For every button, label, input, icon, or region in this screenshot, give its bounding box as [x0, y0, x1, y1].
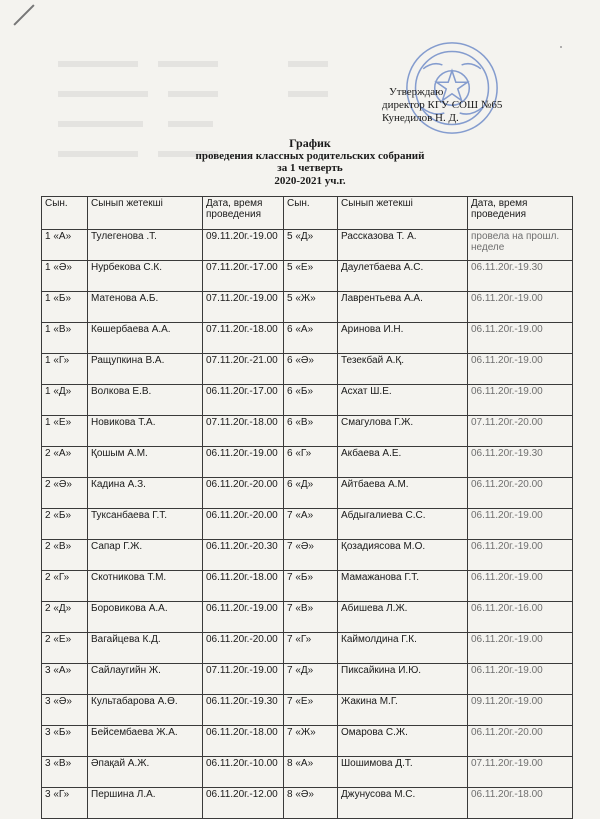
table-row — [42, 292, 573, 323]
class-left: 1 «Е» — [42, 416, 88, 447]
teacher-right: Джунусова М.С. — [338, 788, 468, 819]
teacher-right: Мамажанова Г.Т. — [338, 571, 468, 602]
teacher-right: Шошимова Д.Т. — [338, 757, 468, 788]
teacher-right: Абишева Л.Ж. — [338, 602, 468, 633]
class-right: 7 «Е» — [284, 695, 338, 726]
class-left: 2 «А» — [42, 447, 88, 478]
class-right: 7 «Ж» — [284, 726, 338, 757]
class-right: 6 «Д» — [284, 478, 338, 509]
class-left: 1 «Д» — [42, 385, 88, 416]
approval-line-2: директор КГУ СОШ №65 — [382, 99, 503, 111]
date-right: 06.11.20г.-19.00 — [468, 571, 573, 602]
table-row — [42, 323, 573, 354]
date-left: 06.11.20г.-17.00 — [203, 385, 284, 416]
class-right: 8 «Ә» — [284, 788, 338, 819]
table-row — [42, 416, 573, 447]
title-line-2: проведения классных родительских собраний — [195, 149, 425, 162]
class-right: 8 «А» — [284, 757, 338, 788]
date-left: 07.11.20г.-19.00 — [203, 664, 284, 695]
date-right: 06.11.20г.-19.00 — [468, 664, 573, 695]
teacher-left: Боровикова А.А. — [88, 602, 203, 633]
teacher-right: Қозадиясова М.О. — [338, 540, 468, 571]
date-right: 06.11.20г.-20.00 — [468, 726, 573, 757]
table-row — [42, 571, 573, 602]
table-row — [42, 695, 573, 726]
date-right: 06.11.20г.-19.00 — [468, 323, 573, 354]
class-left: 1 «Б» — [42, 292, 88, 323]
teacher-right: Смагулова Г.Ж. — [338, 416, 468, 447]
title-line-3: за 1 четверть — [277, 162, 343, 174]
header-class-right: Сын. — [284, 197, 338, 230]
teacher-left: Культабарова А.Ө. — [88, 695, 203, 726]
class-right: 6 «Ә» — [284, 354, 338, 385]
date-right: 07.11.20г.-20.00 — [468, 416, 573, 447]
title-line-4: 2020-2021 уч.г. — [274, 174, 346, 187]
approval-line-1: Утверждаю — [389, 86, 444, 98]
title-line-1: График — [289, 136, 331, 150]
class-left: 1 «В» — [42, 323, 88, 354]
teacher-right: Тезекбай А.Қ. — [338, 354, 468, 385]
approval-block — [382, 86, 542, 125]
class-left: 2 «В» — [42, 540, 88, 571]
class-right: 7 «Ә» — [284, 540, 338, 571]
date-left: 06.11.20г.-20.00 — [203, 478, 284, 509]
teacher-left: Кадина А.З. — [88, 478, 203, 509]
teacher-left: Вагайцева К.Д. — [88, 633, 203, 664]
teacher-left: Скотникова Т.М. — [88, 571, 203, 602]
date-left: 06.11.20г.-19.00 — [203, 447, 284, 478]
document-title — [150, 137, 470, 187]
date-left: 06.11.20г.-20.30 — [203, 540, 284, 571]
date-right: 06.11.20г.-19.00 — [468, 633, 573, 664]
teacher-left: Сапар Г.Ж. — [88, 540, 203, 571]
ink-dot — [560, 46, 562, 48]
date-left: 06.11.20г.-19.30 — [203, 695, 284, 726]
teacher-right: Лаврентьева А.А. — [338, 292, 468, 323]
table-row — [42, 633, 573, 664]
teacher-left: Бейсембаева Ж.А. — [88, 726, 203, 757]
teacher-right: Рассказова Т. А. — [338, 230, 468, 261]
date-right: 09.11.20г.-19.00 — [468, 695, 573, 726]
teacher-left: Першина Л.А. — [88, 788, 203, 819]
teacher-right: Омарова С.Ж. — [338, 726, 468, 757]
table-row — [42, 509, 573, 540]
class-left: 1 «Г» — [42, 354, 88, 385]
date-left: 06.11.20г.-18.00 — [203, 571, 284, 602]
date-left: 07.11.20г.-18.00 — [203, 323, 284, 354]
table-row — [42, 757, 573, 788]
class-right: 6 «Г» — [284, 447, 338, 478]
date-left: 06.11.20г.-10.00 — [203, 757, 284, 788]
teacher-right: Акбаева А.Е. — [338, 447, 468, 478]
class-right: 5 «Ж» — [284, 292, 338, 323]
table-row — [42, 478, 573, 509]
date-right: провела на прошл. неделе — [468, 230, 573, 261]
pen-mark — [13, 4, 34, 25]
teacher-right: Каймолдина Г.К. — [338, 633, 468, 664]
date-left: 06.11.20г.-18.00 — [203, 726, 284, 757]
class-left: 2 «Г» — [42, 571, 88, 602]
date-left: 09.11.20г.-19.00 — [203, 230, 284, 261]
class-left: 2 «Д» — [42, 602, 88, 633]
table-row — [42, 230, 573, 261]
class-right: 6 «В» — [284, 416, 338, 447]
header-teacher-right: Сынып жетекші — [338, 197, 468, 230]
class-right: 7 «Б» — [284, 571, 338, 602]
teacher-right: Даулетбаева А.С. — [338, 261, 468, 292]
table-row — [42, 447, 573, 478]
date-right: 06.11.20г.-18.00 — [468, 788, 573, 819]
class-right: 6 «Б» — [284, 385, 338, 416]
teacher-left: Сайлаугийн Ж. — [88, 664, 203, 695]
teacher-right: Асхат Ш.Е. — [338, 385, 468, 416]
date-right: 07.11.20г.-19.00 — [468, 757, 573, 788]
approval-line-3: Кунедилов Н. Д. — [382, 112, 459, 124]
teacher-left: Туксанбаева Г.Т. — [88, 509, 203, 540]
class-right: 6 «А» — [284, 323, 338, 354]
date-left: 07.11.20г.-19.00 — [203, 292, 284, 323]
date-left: 07.11.20г.-17.00 — [203, 261, 284, 292]
table-header-row — [42, 197, 573, 230]
teacher-left: Көшербаева А.А. — [88, 323, 203, 354]
date-right: 06.11.20г.-20.00 — [468, 478, 573, 509]
teacher-left: Волкова Е.В. — [88, 385, 203, 416]
date-right: 06.11.20г.-19.00 — [468, 385, 573, 416]
class-left: 1 «А» — [42, 230, 88, 261]
header-class-left: Сын. — [42, 197, 88, 230]
class-left: 2 «Е» — [42, 633, 88, 664]
class-right: 7 «Г» — [284, 633, 338, 664]
table-row — [42, 602, 573, 633]
class-left: 2 «Ә» — [42, 478, 88, 509]
class-left: 1 «Ә» — [42, 261, 88, 292]
teacher-right: Аринова И.Н. — [338, 323, 468, 354]
teacher-right: Пиксайкина И.Ю. — [338, 664, 468, 695]
date-left: 07.11.20г.-18.00 — [203, 416, 284, 447]
teacher-left: Әпақай А.Ж. — [88, 757, 203, 788]
teacher-left: Қошым А.М. — [88, 447, 203, 478]
teacher-right: Айтбаева А.М. — [338, 478, 468, 509]
date-left: 06.11.20г.-20.00 — [203, 509, 284, 540]
class-left: 3 «В» — [42, 757, 88, 788]
class-left: 3 «А» — [42, 664, 88, 695]
date-right: 06.11.20г.-16.00 — [468, 602, 573, 633]
date-right: 06.11.20г.-19.30 — [468, 447, 573, 478]
table-row — [42, 726, 573, 757]
teacher-right: Жакина М.Г. — [338, 695, 468, 726]
table-row — [42, 261, 573, 292]
class-left: 3 «Г» — [42, 788, 88, 819]
class-left: 3 «Б» — [42, 726, 88, 757]
class-right: 7 «Д» — [284, 664, 338, 695]
date-left: 06.11.20г.-19.00 — [203, 602, 284, 633]
teacher-right: Абдыгалиева С.С. — [338, 509, 468, 540]
class-right: 5 «Д» — [284, 230, 338, 261]
teacher-left: Новикова Т.А. — [88, 416, 203, 447]
date-left: 06.11.20г.-20.00 — [203, 633, 284, 664]
table-row — [42, 788, 573, 819]
header-teacher-left: Сынып жетекші — [88, 197, 203, 230]
table-row — [42, 664, 573, 695]
teacher-left: Ращупкина В.А. — [88, 354, 203, 385]
class-left: 2 «Б» — [42, 509, 88, 540]
teacher-left: Нурбекова С.К. — [88, 261, 203, 292]
date-right: 06.11.20г.-19.00 — [468, 509, 573, 540]
class-right: 5 «Е» — [284, 261, 338, 292]
header-date-left: Дата, время проведения — [203, 197, 284, 230]
date-right: 06.11.20г.-19.00 — [468, 292, 573, 323]
table-row — [42, 540, 573, 571]
date-right: 06.11.20г.-19.00 — [468, 540, 573, 571]
header-date-right: Дата, время проведения — [468, 197, 573, 230]
teacher-left: Тулегенова .Т. — [88, 230, 203, 261]
date-left: 06.11.20г.-12.00 — [203, 788, 284, 819]
class-right: 7 «А» — [284, 509, 338, 540]
date-left: 07.11.20г.-21.00 — [203, 354, 284, 385]
date-right: 06.11.20г.-19.00 — [468, 354, 573, 385]
class-left: 3 «Ә» — [42, 695, 88, 726]
class-right: 7 «В» — [284, 602, 338, 633]
date-right: 06.11.20г.-19.30 — [468, 261, 573, 292]
teacher-left: Матенова А.Б. — [88, 292, 203, 323]
table-row — [42, 385, 573, 416]
meeting-schedule-table — [41, 196, 573, 819]
table-row — [42, 354, 573, 385]
